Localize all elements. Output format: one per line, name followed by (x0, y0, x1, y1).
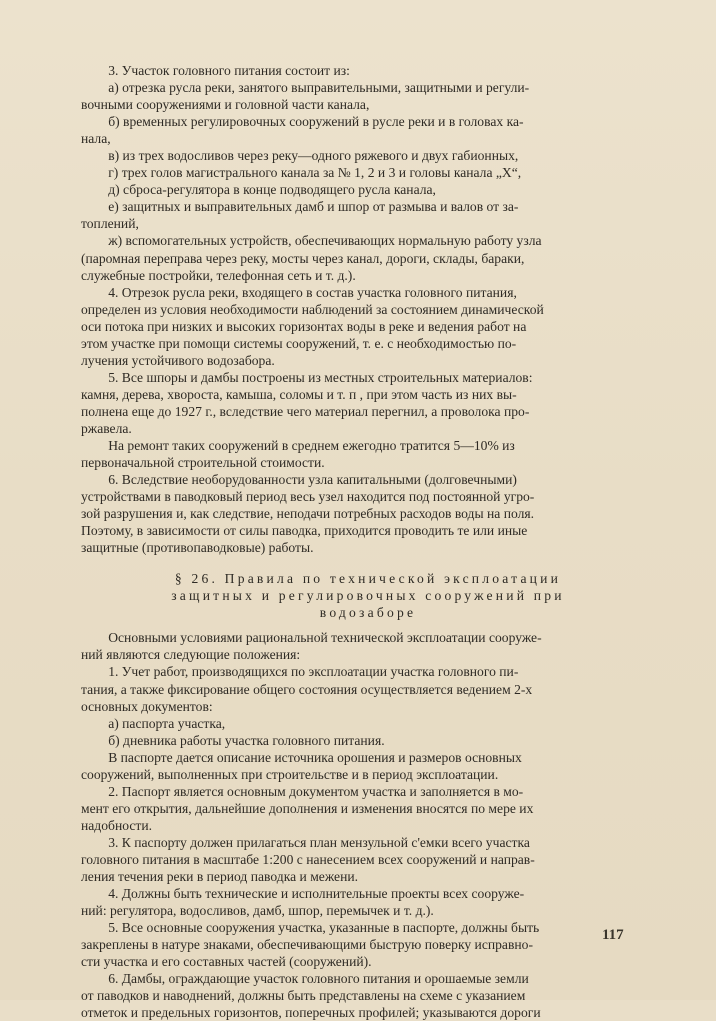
section-paragraphs-part2 (81, 629, 655, 1021)
text-line: а) отрезка русла реки, занятого выправительными, защитными и регули- (81, 80, 530, 96)
text-line: 3. Участок головного питания состоит из: (81, 63, 350, 78)
text-line: головного питания в масштабе 1:200 с нанесением всех сооружений и направ- (81, 851, 535, 867)
text-line: сооружений, выполненных при строительстве и в период эксплоатации. (81, 766, 499, 782)
text-line: 5. Все основные сооружения участка, указанные в паспорте, должны быть (81, 920, 540, 936)
text-line: полнена еще до 1927 г., вследствие чего материал перегнил, а проволока про- (81, 403, 530, 419)
text-line: б) дневника работы участка головного питания. (81, 732, 385, 748)
section-paragraphs-part1 (81, 62, 655, 556)
text-line: закреплены в натуре знаками, обеспечивающими быструю поверку исправно- (81, 937, 533, 953)
text-line: в) из трех водосливов через реку—одного ряжевого и двух габионных, (81, 148, 519, 164)
text-line: основных документов: (81, 698, 213, 714)
text-line: нала, (81, 131, 111, 147)
text-line: от паводков и наводнений, должны быть представлены на схеме с указанием (81, 988, 526, 1004)
text-line: 2. Паспорт является основным документом участка и заполняется в мо- (81, 783, 524, 799)
text-line: ржавела. (81, 420, 132, 436)
section-heading (81, 570, 655, 621)
text-line: б) временных регулировочных сооружений в русле реки и в головах ка- (81, 114, 524, 130)
text-line: первоначальной строительной стоимости. (81, 455, 325, 471)
text-line: д) сброса-регулятора в конце подводящего русла канала, (81, 182, 436, 198)
text-line: ления течения реки в период паводка и межени. (81, 869, 359, 885)
text-line: ний являются следующие положения: (81, 647, 301, 663)
text-line: Поэтому, в зависимости от силы паводка, приходится проводить те или иные (81, 523, 528, 539)
text-line: защитные (противопаводковые) работы. (81, 540, 314, 556)
text-line: 6. Вследствие необорудованности узла капитальными (долговечными) (81, 472, 517, 488)
text-line: мент его открытия, дальнейшие дополнения и изменения вносятся по мере их (81, 800, 534, 816)
text-line: камня, дерева, хвороста, камыша, соломы и т. п , при этом часть из них вы- (81, 386, 517, 402)
text-line: (паромная переправа через реку, мосты через канал, дороги, склады, бараки, (81, 250, 525, 266)
text-line: е) защитных и выправительных дамб и шпор от размыва и валов от за- (81, 199, 519, 215)
text-line: этом участке при помощи системы сооружений, т. е. с необходимостью по- (81, 335, 517, 351)
text-line: топлений, (81, 216, 139, 232)
heading-line-2: защитных и регулировочных сооружений при (171, 588, 565, 604)
text-line: а) паспорта участка, (81, 715, 226, 731)
text-line: оси потока при низких и высоких горизонтах воды в реке и ведения работ на (81, 318, 527, 334)
text-line: В паспорте дается описание источника орошения и размеров основных (81, 749, 522, 765)
text-line: 3. К паспорту должен прилагаться план мензульной с'емки всего участка (81, 834, 530, 850)
text-line: 5. Все шпоры и дамбы построены из местных строительных материалов: (81, 369, 533, 385)
text-line: надобности. (81, 817, 152, 833)
text-line: 6. Дамбы, ограждающие участок головного питания и орошаемые земли (81, 971, 529, 987)
page-number: 117 (602, 927, 624, 943)
text-line: 1. Учет работ, производящихся по эксплоатации участка головного пи- (81, 664, 519, 680)
text-line: ж) вспомогательных устройств, обеспечивающих нормальную работу узла (81, 233, 542, 249)
text-line: тания, а также фиксирование общего состояния осуществляется ведением 2-х (81, 681, 533, 697)
text-line: устройствами в паводковый период весь узел находится под постоянной угро- (81, 489, 535, 505)
text-line: 4. Должны быть технические и исполнительные проекты всех сооруже- (81, 886, 525, 902)
heading-line-3: водозаборе (319, 605, 417, 621)
text-line: Основными условиями рациональной технической эксплоатации сооруже- (81, 630, 542, 646)
text-line: г) трех голов магистрального канала за № 1, 2 и 3 и головы канала „X“, (81, 165, 522, 181)
text-line: ний: регулятора, водосливов, дамб, шпор, перемычек и т. д.). (81, 903, 434, 919)
text-line: лучения устойчивого водозабора. (81, 352, 275, 368)
text-line: вочными сооружениями и головной части канала, (81, 97, 370, 113)
text-line: сти участка и его составных частей (сооружений). (81, 954, 372, 970)
heading-line-1: § 26. Правила по технической эксплоатации (174, 571, 562, 587)
text-line: служебные постройки, телефонная сеть и т. д.). (81, 267, 356, 283)
page-body (81, 62, 655, 1021)
text-line: отметок и предельных горизонтов, поперечных профилей; указываются дороги (81, 1005, 541, 1021)
text-line: зой разрушения и, как следствие, неподачи потребных расходов воды на поля. (81, 506, 535, 522)
text-line: определен из условия необходимости наблюдений за состоянием динамической (81, 301, 544, 317)
text-line: На ремонт таких сооружений в среднем ежегодно тратится 5—10% из (81, 438, 515, 454)
text-line: 4. Отрезок русла реки, входящего в состав участка головного питания, (81, 284, 517, 300)
